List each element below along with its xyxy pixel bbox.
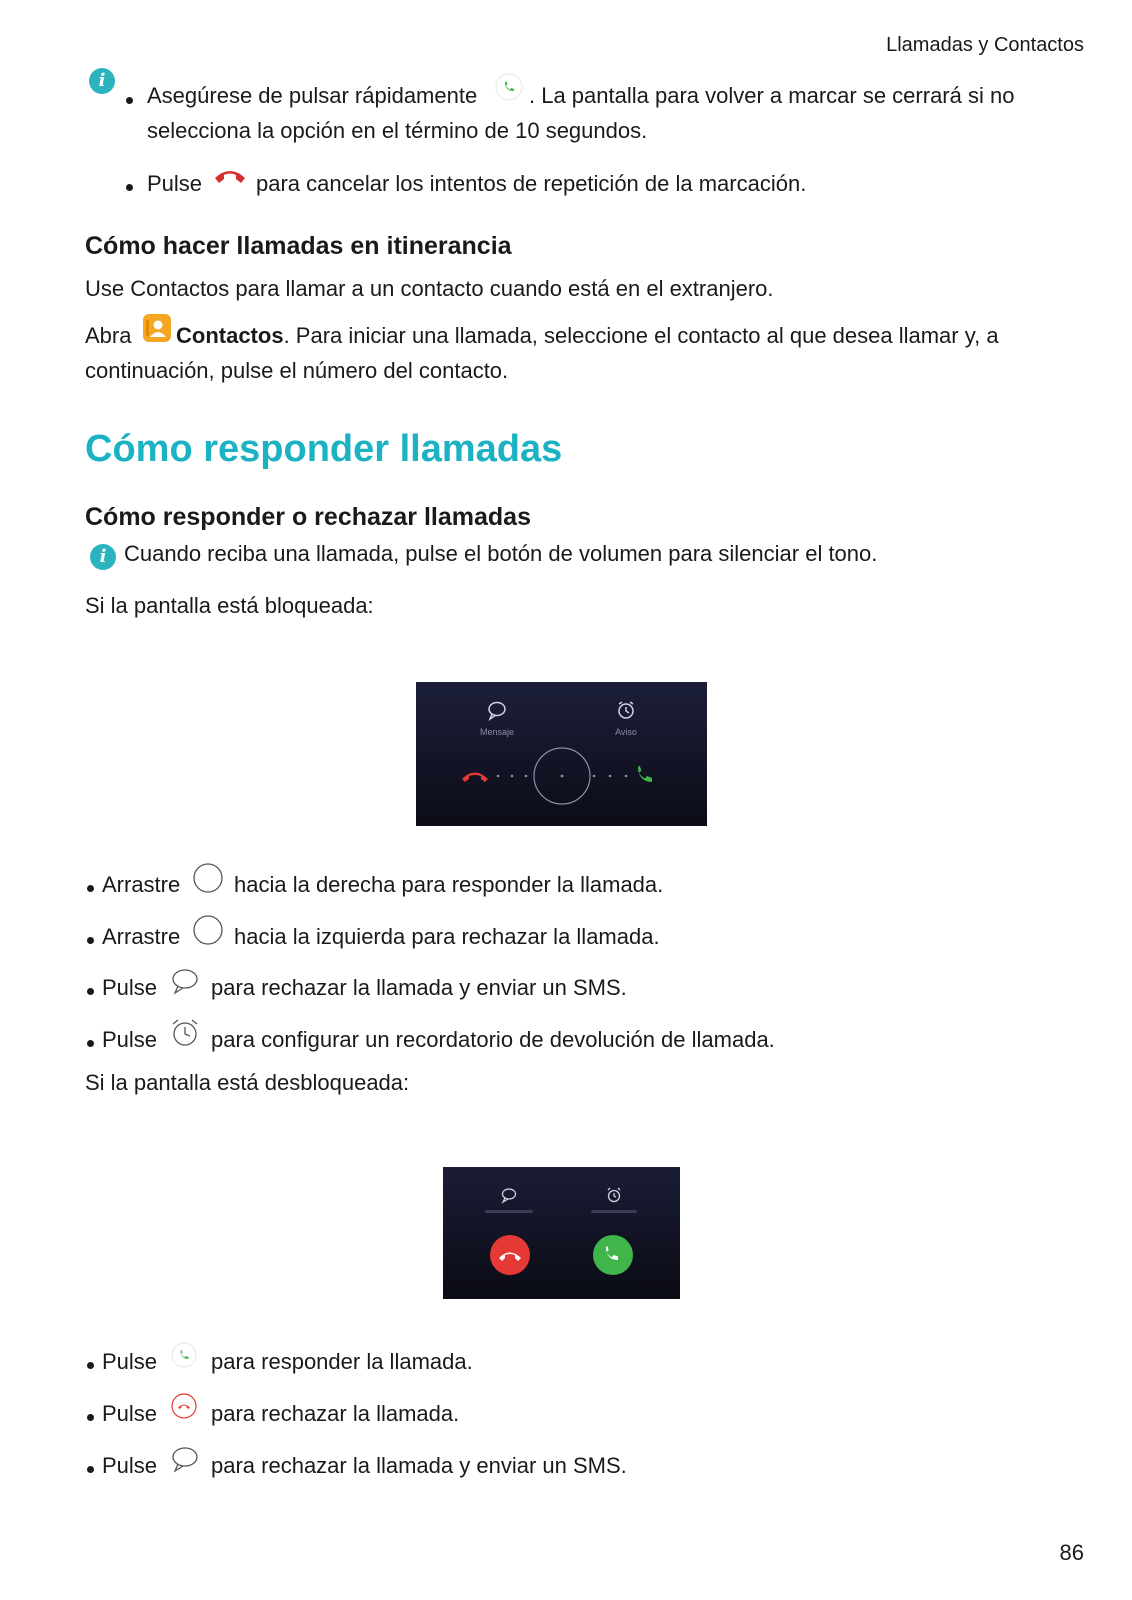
bullet-dot [87, 1466, 94, 1473]
locked-bullet-1-post: hacia la derecha para responder la llamada. [234, 872, 664, 897]
roaming-open-line2: continuación, pulse el número del contacto. [85, 358, 509, 383]
locked-bullet-4-pre: Pulse [102, 1027, 158, 1052]
section-title: Cómo responder llamadas [85, 428, 563, 470]
contacts-app-icon [142, 313, 172, 343]
contacts-app-name: Contactos [176, 323, 284, 348]
unlocked-bullet-1-post: para responder la llamada. [211, 1349, 473, 1374]
unlocked-bullet-1-pre: Pulse [102, 1349, 158, 1374]
locked-bullet-2-pre: Arrastre [102, 924, 181, 949]
unlocked-bullet-3-post: para rechazar la llamada y enviar un SMS. [211, 1453, 627, 1478]
roaming-open-pre: Abra [85, 323, 132, 348]
roaming-open-post: . Para iniciar una llamada, seleccione el contacto al que desea llamar y, a [283, 323, 999, 348]
unlocked-label: Si la pantalla está desbloqueada: [85, 1070, 410, 1095]
unlocked-call-screenshot [443, 1167, 680, 1299]
page-number: 86 [1059, 1540, 1084, 1565]
roaming-paragraph: Use Contactos para llamar a un contacto cuando está en el extranjero. [85, 276, 774, 301]
reject-button [490, 1235, 530, 1275]
bullet-dot [87, 885, 94, 892]
answer-heading: Cómo responder o rechazar llamadas [85, 503, 531, 531]
tip-text: Cuando reciba una llamada, pulse el botón de volumen para silenciar el tono. [124, 541, 878, 566]
locked-bullet-2-post: hacia la izquierda para rechazar la llamada. [234, 924, 660, 949]
bullet-dot [87, 1040, 94, 1047]
unlocked-bullet-2-post: para rechazar la llamada. [211, 1401, 460, 1426]
call-redial-icon [494, 72, 524, 102]
bullet-dot [126, 97, 133, 104]
unlocked-bullet-3-pre: Pulse [102, 1453, 158, 1478]
note-bullet-1-pre: Asegúrese de pulsar rápidamente [147, 83, 478, 108]
roaming-heading: Cómo hacer llamadas en itinerancia [85, 232, 512, 260]
bullet-dot [87, 937, 94, 944]
locked-bullet-4-post: para configurar un recordatorio de devolución de llamada. [211, 1027, 775, 1052]
message-icon [168, 1442, 202, 1476]
locked-bullet-1-pre: Arrastre [102, 872, 181, 897]
running-header: Llamadas y Contactos [886, 34, 1084, 56]
message-icon [168, 964, 202, 998]
locked-label: Si la pantalla está bloqueada: [85, 593, 374, 618]
bullet-dot [87, 1362, 94, 1369]
answer-call-icon [170, 1341, 198, 1369]
reminder-label: Aviso [615, 727, 637, 737]
locked-call-screenshot [416, 682, 707, 826]
info-icon: i [90, 544, 116, 570]
locked-bullet-3-pre: Pulse [102, 975, 158, 1000]
note-bullet-1-post: . La pantalla para volver a marcar se cerrará si no [529, 83, 1015, 108]
message-label: Mensaje [479, 727, 515, 737]
note-bullet-2-post: para cancelar los intentos de repetición de la marcación. [256, 171, 807, 196]
slider-circle-icon [191, 861, 225, 895]
slider-circle-icon [191, 913, 225, 947]
answer-button [593, 1235, 633, 1275]
roaming-open-line [176, 322, 999, 350]
reject-call-icon [170, 1392, 198, 1420]
bullet-dot [126, 184, 133, 191]
alarm-icon [168, 1016, 202, 1050]
locked-bullet-3-post: para rechazar la llamada y enviar un SMS. [211, 975, 627, 1000]
info-icon: i [89, 68, 115, 94]
unlocked-bullet-2-pre: Pulse [102, 1401, 158, 1426]
note-bullet-2-pre: Pulse [147, 171, 203, 196]
hang-up-icon [212, 166, 248, 186]
bullet-dot [87, 988, 94, 995]
bullet-dot [87, 1414, 94, 1421]
note-bullet-1-line2: selecciona la opción en el término de 10 segundos. [147, 118, 648, 143]
